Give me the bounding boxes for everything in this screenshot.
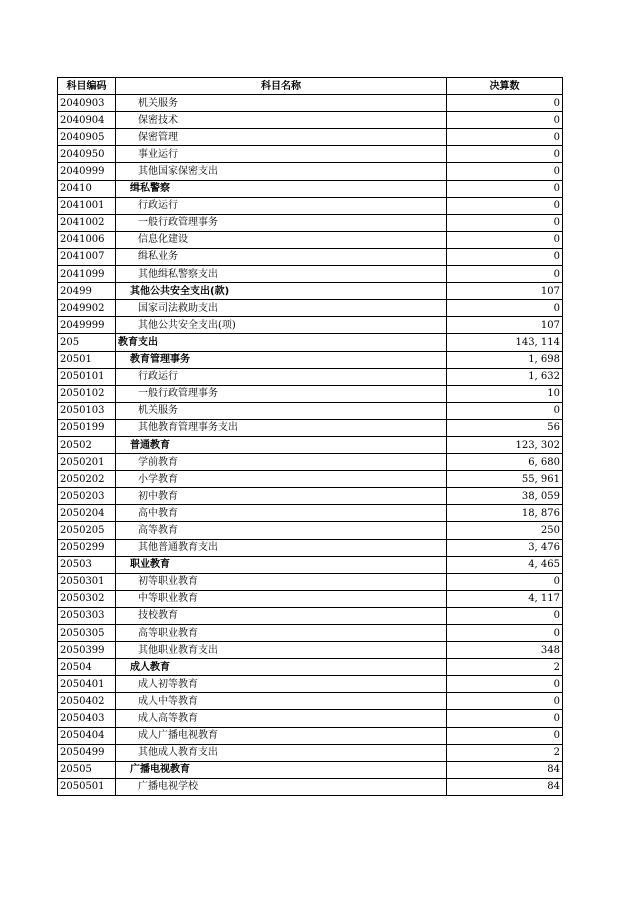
account-code: 2050203 — [58, 488, 116, 505]
account-name: 一般行政管理事务 — [116, 385, 447, 402]
final-amount: 143, 114 — [447, 334, 563, 351]
account-name: 初中教育 — [116, 488, 447, 505]
table-row — [58, 676, 563, 693]
account-name: 机关服务 — [116, 95, 447, 112]
final-amount: 84 — [447, 761, 563, 778]
final-amount: 2 — [447, 744, 563, 761]
final-amount: 6, 680 — [447, 454, 563, 471]
table-row — [58, 642, 563, 659]
final-amount: 0 — [447, 300, 563, 317]
final-amount: 250 — [447, 522, 563, 539]
table-row — [58, 436, 563, 453]
account-name: 学前教育 — [116, 454, 447, 471]
final-amount: 0 — [447, 231, 563, 248]
account-name: 高等教育 — [116, 522, 447, 539]
final-amount: 107 — [447, 317, 563, 334]
account-name: 机关服务 — [116, 402, 447, 419]
final-amount: 55, 961 — [447, 471, 563, 488]
table-row — [58, 112, 563, 129]
final-amount: 0 — [447, 607, 563, 624]
account-code: 20502 — [58, 436, 116, 453]
account-code: 20499 — [58, 283, 116, 300]
account-code: 20504 — [58, 659, 116, 676]
account-name: 其他公共安全支出(项) — [116, 317, 447, 334]
account-code: 2050202 — [58, 471, 116, 488]
account-code: 2040950 — [58, 146, 116, 163]
final-amount: 0 — [447, 266, 563, 283]
table-row — [58, 488, 563, 505]
table-body — [58, 95, 563, 796]
final-amount: 0 — [447, 727, 563, 744]
account-code: 2050201 — [58, 454, 116, 471]
table-row — [58, 351, 563, 368]
account-code: 2040903 — [58, 95, 116, 112]
account-name: 成人广播电视教育 — [116, 727, 447, 744]
account-code: 2041007 — [58, 248, 116, 265]
table-row — [58, 334, 563, 351]
final-amount: 2 — [447, 659, 563, 676]
account-code: 2050103 — [58, 402, 116, 419]
final-amount: 0 — [447, 163, 563, 180]
account-code: 2041006 — [58, 231, 116, 248]
final-amount: 4, 117 — [447, 590, 563, 607]
account-code: 20410 — [58, 180, 116, 197]
account-code: 2041002 — [58, 214, 116, 231]
table-row — [58, 146, 563, 163]
table-row — [58, 505, 563, 522]
final-amount: 0 — [447, 197, 563, 214]
table-row — [58, 607, 563, 624]
account-name: 成人初等教育 — [116, 676, 447, 693]
account-name: 高等职业教育 — [116, 625, 447, 642]
table-row — [58, 231, 563, 248]
final-amount: 0 — [447, 146, 563, 163]
account-code: 2049902 — [58, 300, 116, 317]
header-code: 科目编码 — [58, 78, 116, 95]
account-name: 其他普通教育支出 — [116, 539, 447, 556]
final-amount: 0 — [447, 676, 563, 693]
table-row — [58, 266, 563, 283]
final-amount: 0 — [447, 112, 563, 129]
final-amount: 0 — [447, 214, 563, 231]
final-amount: 18, 876 — [447, 505, 563, 522]
table-row — [58, 248, 563, 265]
table-row — [58, 778, 563, 795]
account-name: 教育支出 — [116, 334, 447, 351]
table-row — [58, 590, 563, 607]
table-row — [58, 129, 563, 146]
table-row — [58, 300, 563, 317]
account-name: 保密技术 — [116, 112, 447, 129]
account-code: 2050205 — [58, 522, 116, 539]
account-code: 205 — [58, 334, 116, 351]
account-name: 职业教育 — [116, 556, 447, 573]
account-code: 2040905 — [58, 129, 116, 146]
final-amount: 0 — [447, 95, 563, 112]
final-amount: 0 — [447, 129, 563, 146]
account-code: 20505 — [58, 761, 116, 778]
account-name: 国家司法救助支出 — [116, 300, 447, 317]
account-code: 2040999 — [58, 163, 116, 180]
table-row — [58, 522, 563, 539]
table-row — [58, 385, 563, 402]
account-code: 2050403 — [58, 710, 116, 727]
final-amount: 123, 302 — [447, 436, 563, 453]
account-name: 其他职业教育支出 — [116, 642, 447, 659]
account-code: 2050204 — [58, 505, 116, 522]
table-row — [58, 556, 563, 573]
final-amount: 38, 059 — [447, 488, 563, 505]
table-row — [58, 471, 563, 488]
final-amount: 1, 698 — [447, 351, 563, 368]
table-row — [58, 573, 563, 590]
account-name: 保密管理 — [116, 129, 447, 146]
account-code: 2050303 — [58, 607, 116, 624]
account-name: 行政运行 — [116, 197, 447, 214]
account-name: 成人中等教育 — [116, 693, 447, 710]
account-name: 其他教育管理事务支出 — [116, 419, 447, 436]
final-amount: 348 — [447, 642, 563, 659]
final-amount: 0 — [447, 180, 563, 197]
table-row — [58, 283, 563, 300]
account-code: 2050102 — [58, 385, 116, 402]
final-amount: 1, 632 — [447, 368, 563, 385]
account-code: 2050402 — [58, 693, 116, 710]
table-row — [58, 368, 563, 385]
table-row — [58, 710, 563, 727]
account-name: 广播电视教育 — [116, 761, 447, 778]
final-amount: 0 — [447, 710, 563, 727]
table-row — [58, 659, 563, 676]
table-header-row — [58, 78, 563, 95]
table-row — [58, 163, 563, 180]
account-name: 小学教育 — [116, 471, 447, 488]
account-name: 行政运行 — [116, 368, 447, 385]
final-amount: 3, 476 — [447, 539, 563, 556]
final-amount: 10 — [447, 385, 563, 402]
account-code: 20501 — [58, 351, 116, 368]
account-code: 2049999 — [58, 317, 116, 334]
account-name: 缉私业务 — [116, 248, 447, 265]
final-amount: 0 — [447, 573, 563, 590]
final-amount: 84 — [447, 778, 563, 795]
account-code: 2050404 — [58, 727, 116, 744]
final-amount: 4, 465 — [447, 556, 563, 573]
account-name: 其他国家保密支出 — [116, 163, 447, 180]
table-row — [58, 402, 563, 419]
table-row — [58, 625, 563, 642]
account-name: 其他缉私警察支出 — [116, 266, 447, 283]
account-name: 技校教育 — [116, 607, 447, 624]
account-code: 2041001 — [58, 197, 116, 214]
account-code: 2050302 — [58, 590, 116, 607]
account-code: 2041099 — [58, 266, 116, 283]
header-amount: 决算数 — [447, 78, 563, 95]
account-name: 初等职业教育 — [116, 573, 447, 590]
account-name: 成人教育 — [116, 659, 447, 676]
final-amount: 0 — [447, 693, 563, 710]
account-code: 20503 — [58, 556, 116, 573]
account-code: 2050199 — [58, 419, 116, 436]
account-name: 其他成人教育支出 — [116, 744, 447, 761]
table-row — [58, 761, 563, 778]
account-name: 一般行政管理事务 — [116, 214, 447, 231]
account-name: 成人高等教育 — [116, 710, 447, 727]
account-code: 2050301 — [58, 573, 116, 590]
table-row — [58, 214, 563, 231]
table-row — [58, 693, 563, 710]
table-row — [58, 317, 563, 334]
table-row — [58, 539, 563, 556]
final-amount: 56 — [447, 419, 563, 436]
account-code: 2050101 — [58, 368, 116, 385]
account-name: 事业运行 — [116, 146, 447, 163]
table-row — [58, 454, 563, 471]
account-code: 2050399 — [58, 642, 116, 659]
account-name: 其他公共安全支出(款) — [116, 283, 447, 300]
table-row — [58, 197, 563, 214]
table-row — [58, 180, 563, 197]
header-name: 科目名称 — [116, 78, 447, 95]
budget-table — [57, 77, 563, 796]
account-code: 2050299 — [58, 539, 116, 556]
final-amount: 107 — [447, 283, 563, 300]
account-name: 中等职业教育 — [116, 590, 447, 607]
account-code: 2050499 — [58, 744, 116, 761]
final-amount: 0 — [447, 248, 563, 265]
table-row — [58, 744, 563, 761]
table-row — [58, 95, 563, 112]
account-code: 2050305 — [58, 625, 116, 642]
final-amount: 0 — [447, 402, 563, 419]
account-code: 2050401 — [58, 676, 116, 693]
account-name: 教育管理事务 — [116, 351, 447, 368]
account-name: 广播电视学校 — [116, 778, 447, 795]
account-code: 2040904 — [58, 112, 116, 129]
account-code: 2050501 — [58, 778, 116, 795]
table-row — [58, 419, 563, 436]
table-row — [58, 727, 563, 744]
account-name: 信息化建设 — [116, 231, 447, 248]
final-amount: 0 — [447, 625, 563, 642]
account-name: 缉私警察 — [116, 180, 447, 197]
account-name: 高中教育 — [116, 505, 447, 522]
account-name: 普通教育 — [116, 436, 447, 453]
